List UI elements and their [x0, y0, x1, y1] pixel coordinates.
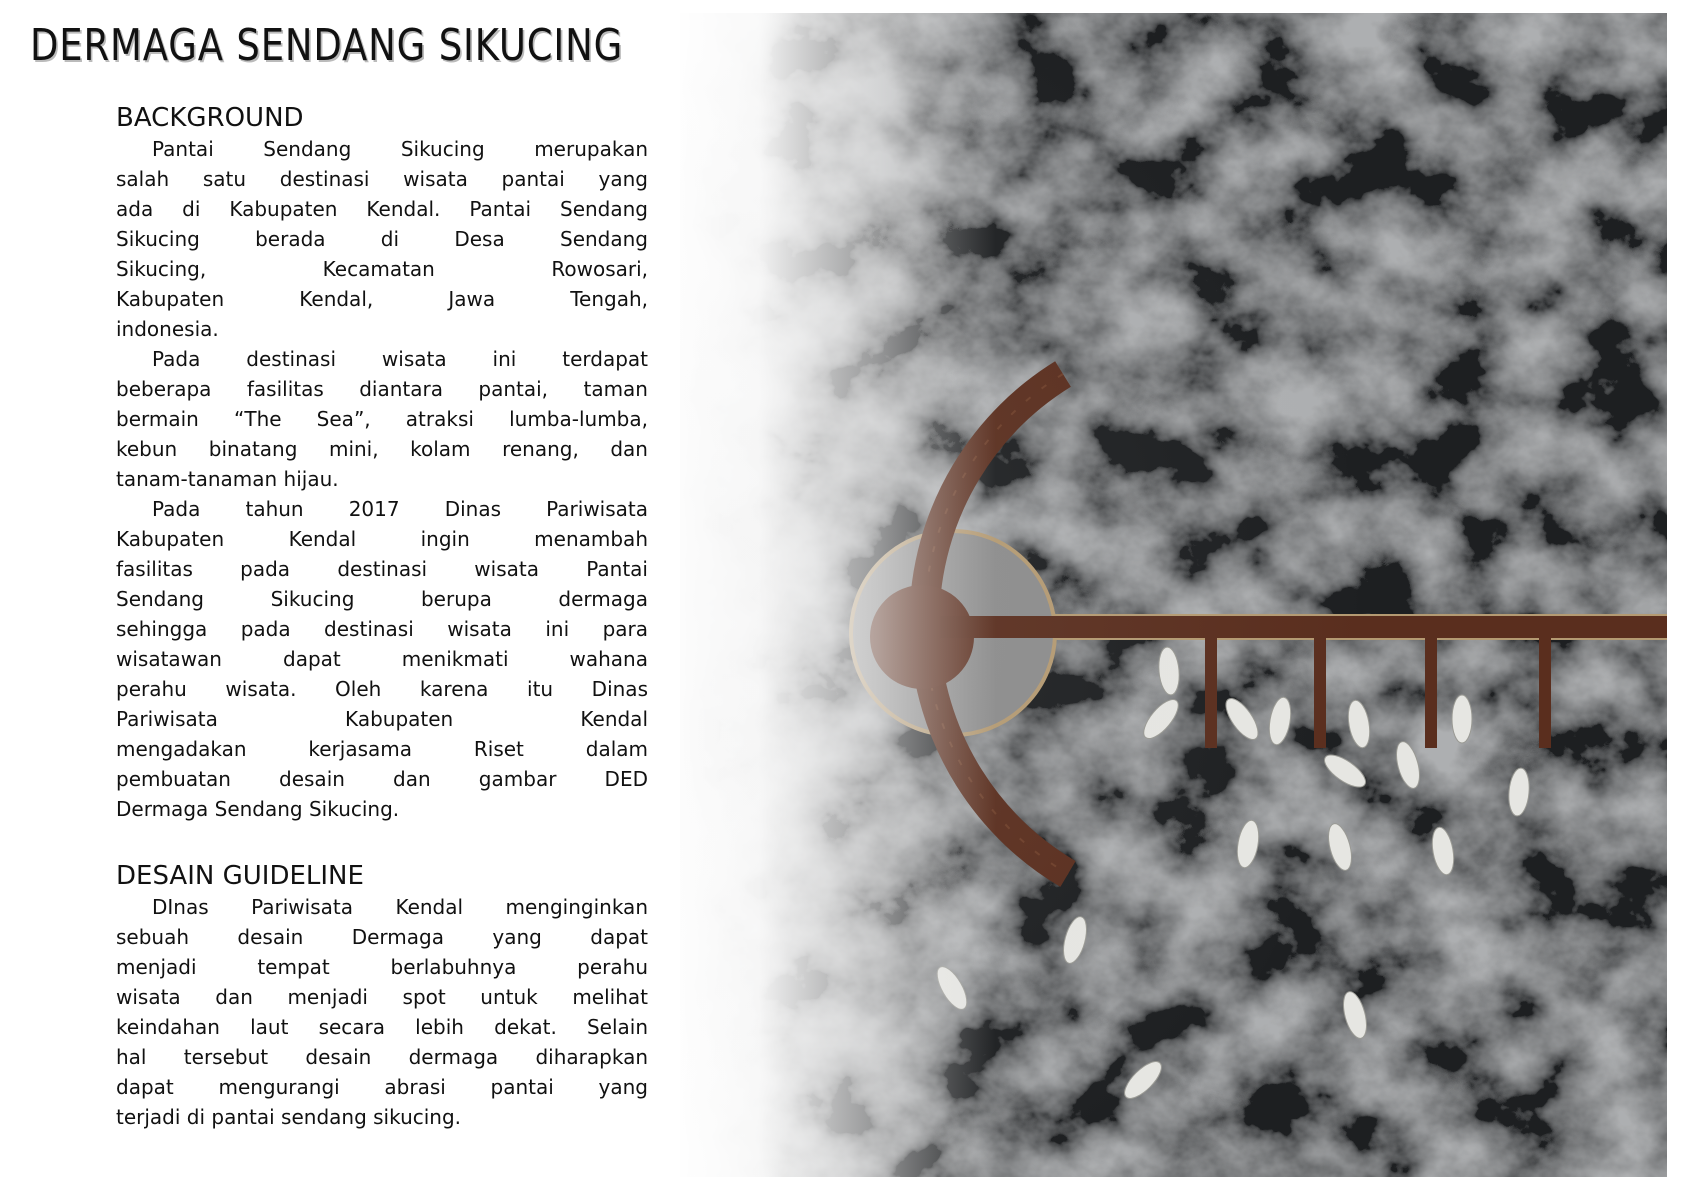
section-body	[116, 134, 648, 824]
paragraph-line: terjadi di pantai sendang sikucing.	[116, 1105, 462, 1129]
aerial-pier-render	[680, 13, 1667, 1177]
background-section	[116, 102, 648, 824]
paragraph-line: indonesia.	[116, 317, 219, 341]
paragraph-line: keindahan laut secara lebih dekat. Selain	[116, 1015, 648, 1039]
paragraph-line: Kabupaten Kendal ingin menambah	[116, 527, 648, 551]
paragraph-line: mengadakan kerjasama Riset dalam	[116, 737, 648, 761]
section-body	[116, 892, 648, 1132]
paragraph-line: bermain “The Sea”, atraksi lumba-lumba,	[116, 407, 648, 431]
section-heading: BACKGROUND	[116, 103, 304, 133]
paragraph-line: fasilitas pada destinasi wisata Pantai	[116, 557, 648, 581]
paragraph-line: Kabupaten Kendal, Jawa Tengah,	[116, 287, 648, 311]
paragraph-line: Dermaga Sendang Sikucing.	[116, 797, 400, 821]
paragraph-line: dapat mengurangi abrasi pantai yang	[116, 1075, 648, 1099]
paragraph-line: sehingga pada destinasi wisata ini para	[116, 617, 648, 641]
section-heading: DESAIN GUIDELINE	[116, 861, 364, 891]
paragraph-line: ada di Kabupaten Kendal. Pantai Sendang	[116, 197, 648, 221]
paragraph-line: DInas Pariwisata Kendal menginginkan	[152, 895, 648, 919]
design-guideline-section	[116, 860, 648, 1132]
paragraph-line: Sendang Sikucing berupa dermaga	[116, 587, 648, 611]
paragraph-line: kebun binatang mini, kolam renang, dan	[116, 437, 648, 461]
paragraph-line: sebuah desain Dermaga yang dapat	[116, 925, 648, 949]
paragraph-line: wisata dan menjadi spot untuk melihat	[116, 985, 648, 1009]
paragraph-line: perahu wisata. Oleh karena itu Dinas	[116, 677, 648, 701]
paragraph-line: Pada tahun 2017 Dinas Pariwisata	[152, 497, 648, 521]
paragraph-line: Pantai Sendang Sikucing merupakan	[152, 137, 648, 161]
paragraph-line: menjadi tempat berlabuhnya perahu	[116, 955, 648, 979]
page-title: DERMAGA SENDANG SIKUCING	[30, 20, 624, 71]
paragraph-line: Pada destinasi wisata ini terdapat	[152, 347, 648, 371]
paragraph-line: tanam-tanaman hijau.	[116, 467, 339, 491]
paragraph-line: Sikucing, Kecamatan Rowosari,	[116, 257, 648, 281]
paragraph-line: pembuatan desain dan gambar DED	[116, 767, 648, 791]
paragraph-line: hal tersebut desain dermaga diharapkan	[116, 1045, 648, 1069]
paragraph-line: beberapa fasilitas diantara pantai, taman	[116, 377, 648, 401]
paragraph-line: Pariwisata Kabupaten Kendal	[116, 707, 648, 731]
paragraph-line: Sikucing berada di Desa Sendang	[116, 227, 648, 251]
paragraph-line: salah satu destinasi wisata pantai yang	[116, 167, 648, 191]
paragraph-line: wisatawan dapat menikmati wahana	[116, 647, 648, 671]
